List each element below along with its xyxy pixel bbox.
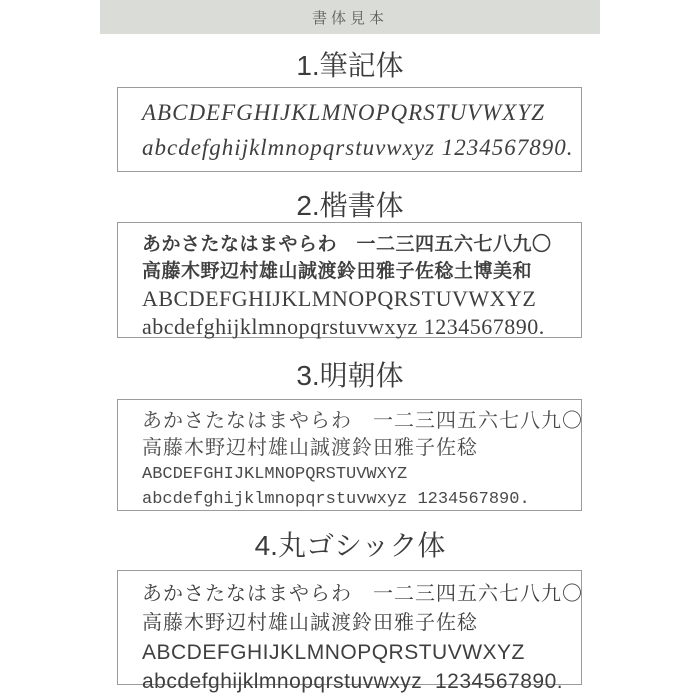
section-title-maru-gothic: 4.丸ゴシック体 — [254, 530, 446, 561]
sample-line-maru-uppercase: ABCDEFGHIJKLMNOPQRSTUVWXYZ — [142, 641, 525, 664]
sample-line-mincho-uppercase: ABCDEFGHIJKLMNOPQRSTUVWXYZ — [142, 465, 408, 484]
sample-line-kaisho-kanji: 高藤木野辺村雄山誠渡鈴田雅子佐稔土博美和 — [142, 261, 533, 282]
sample-line-maru-kanji: 高藤木野辺村雄山誠渡鈴田雅子佐稔 — [142, 612, 478, 634]
sample-line-maru-lowercase: abcdefghijklmnopqrstuvwxyz 1234567890. — [142, 670, 564, 693]
page-title: 書体見本 — [311, 9, 388, 27]
sample-line-mincho-kana-numerals: あかさたなはまやらわ 一二三四五六七八九〇 — [142, 410, 583, 432]
sample-box-maru-gothic — [117, 570, 583, 693]
sample-box-kaisho — [117, 222, 582, 338]
sample-box-mincho — [117, 399, 582, 511]
page-header — [100, 0, 600, 34]
sample-line-script-uppercase: ABCDEFGHIJKLMNOPQRSTUVWXYZ — [142, 100, 545, 125]
sample-line-kaisho-lowercase: abcdefghijklmnopqrstuvwxyz 1234567890. — [142, 314, 545, 339]
sample-line-maru-kana-numerals: あかさたなはまやらわ 一二三四五六七八九〇 — [142, 583, 583, 605]
sample-line-mincho-kanji: 高藤木野辺村雄山誠渡鈴田雅子佐稔 — [142, 437, 478, 459]
section-title-mincho: 3.明朝体 — [296, 360, 404, 391]
sample-line-mincho-lowercase: abcdefghijklmnopqrstuvwxyz 1234567890. — [142, 490, 530, 509]
sample-line-script-lowercase: abcdefghijklmnopqrstuvwxyz 1234567890. — [142, 135, 574, 160]
sample-line-kaisho-kana-numerals: あかさたなはまやらわ 一二三四五六七八九〇 — [142, 234, 552, 255]
section-title-script: 1.筆記体 — [296, 50, 404, 81]
section-title-kaisho: 2.楷書体 — [296, 190, 404, 221]
sample-line-kaisho-uppercase: ABCDEFGHIJKLMNOPQRSTUVWXYZ — [142, 286, 537, 311]
sample-box-script — [117, 87, 582, 172]
